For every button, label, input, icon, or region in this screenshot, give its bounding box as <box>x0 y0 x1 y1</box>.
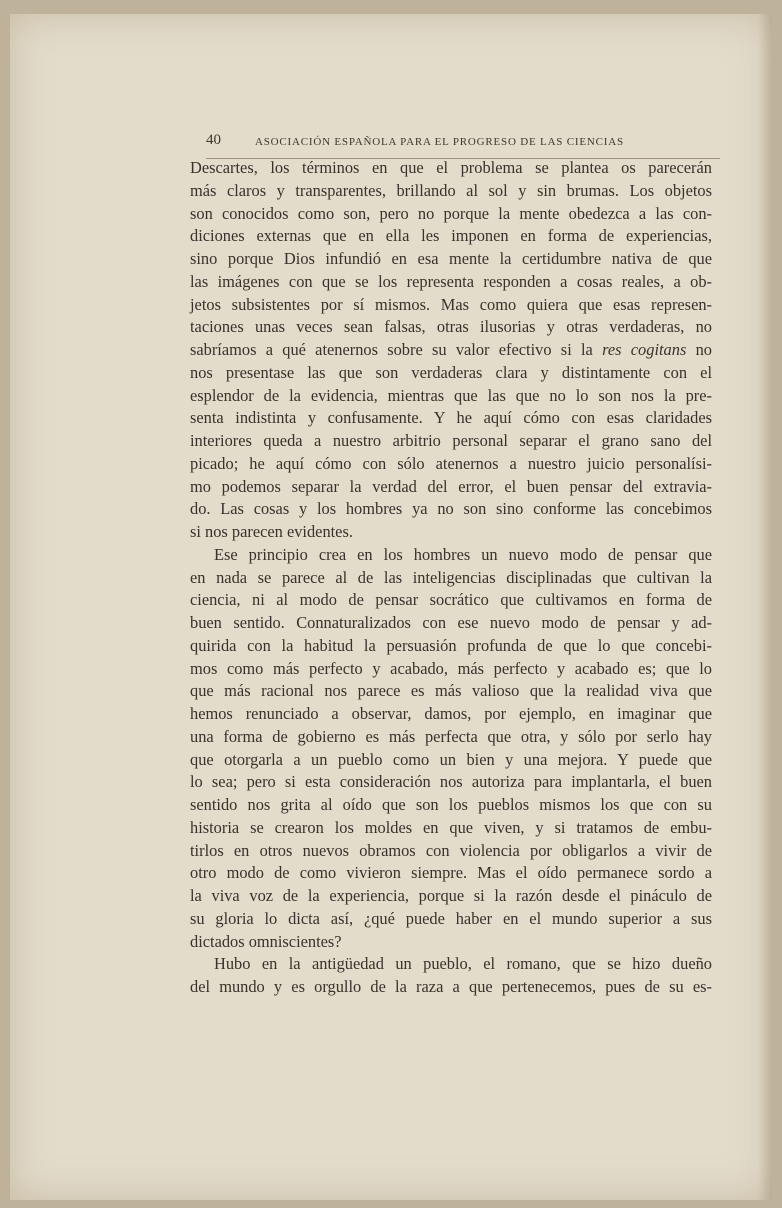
text-line: que más racional nos parece es más valioso que la realidad viva que <box>190 681 712 701</box>
text-line: sentido nos grita al oído que son los pueblos mismos los que con su <box>190 795 712 814</box>
text-line: sino porque Dios infundió en esa mente la certidumbre nativa de que <box>190 249 712 268</box>
text-line: Descartes, los términos en que el problema se plantea os parecerán <box>190 158 712 177</box>
text-line: esplendor de la evidencia, mientras que las que no lo son nos la pre- <box>190 385 712 405</box>
text-line: diciones externas que en ella les imponen en forma de experiencias, <box>190 226 712 246</box>
text-line: otro modo de como vivieron siempre. Mas el oído permanece sordo a <box>190 863 712 883</box>
text-line: en nada se parece al de las inteligencias disciplinadas que cultivan la <box>190 567 712 587</box>
text-line: interiores queda a nuestro arbitrio personal separar el grano sano del <box>190 431 712 450</box>
text-line: del mundo y es orgullo de la raza a que pertenecemos, pues de su es- <box>190 977 712 996</box>
italic-term: res cogitans <box>602 340 687 359</box>
text-line: senta indistinta y confusamente. Y he aquí cómo con esas claridades <box>190 408 712 428</box>
text-line: hemos renunciado a observar, damos, por ejemplo, en imaginar que <box>190 704 712 723</box>
running-head: ASOCIACIÓN ESPAÑOLA PARA EL PROGRESO DE LAS CIENCIAS <box>255 136 624 148</box>
text-line-with-italic <box>190 339 712 362</box>
text-line: Ese principio crea en los hombres un nuevo modo de pensar que <box>214 544 712 564</box>
text-line: son conocidos como son, pero no porque la mente obedezca a las con- <box>190 203 712 223</box>
text-line: tirlos en otros nuevos obramos con violencia por obligarlos a vivir de <box>190 840 712 860</box>
text-line: Hubo en la antigüedad un pueblo, el romano, que se hizo dueño <box>214 954 712 974</box>
paragraph-3 <box>190 953 712 999</box>
text-line: su gloria lo dicta así, ¿qué puede haber en el mundo superior a sus <box>190 908 712 928</box>
text-line: nos presentase las que son verdaderas clara y distintamente con el <box>190 362 712 382</box>
text-line: una forma de gobierno es más perfecta que otra, y sólo por serlo hay <box>190 726 712 746</box>
text-fragment: sabríamos a qué atenernos sobre su valor efectivo si la <box>190 340 603 359</box>
text-line: jetos subsistentes por sí mismos. Mas como quiera que esas represen- <box>190 294 712 314</box>
text-line: más claros y transparentes, brillando al sol y sin brumas. Los objetos <box>190 180 712 200</box>
text-line: do. Las cosas y los hombres ya no son sino conforme las concebimos <box>190 499 712 519</box>
text-line: lo sea; pero si esta consideración nos autoriza para implantarla, el buen <box>190 772 712 792</box>
text-line: las imágenes con que se los representa responden a cosas reales, a ob- <box>190 271 712 291</box>
page-header <box>206 132 720 159</box>
text-line: ciencia, ni al modo de pensar socrático que cultivamos en forma de <box>190 590 712 610</box>
paragraph-1 <box>190 157 712 544</box>
text-line: quirida con la habitud la persuasión profunda de que lo que concebi- <box>190 635 712 655</box>
text-line: que otorgarla a un pueblo como un bien y una mejora. Y puede que <box>190 749 712 769</box>
text-line: mos como más perfecto y acabado, más perfecto y acabado es; que lo <box>190 658 712 678</box>
text-line: picado; he aquí cómo con sólo atenernos a nuestro juicio personalísi- <box>190 453 712 473</box>
text-line: buen sentido. Connaturalizados con ese nuevo modo de pensar y ad- <box>190 613 712 632</box>
text-line: taciones unas veces sean falsas, otras ilusorias y otras verdaderas, no <box>190 317 712 337</box>
body-text <box>190 157 712 999</box>
text-line: dictados omniscientes? <box>190 931 342 951</box>
paragraph-2 <box>190 544 712 954</box>
page-number: 40 <box>206 132 221 148</box>
text-line: si nos parecen evidentes. <box>190 522 353 541</box>
text-line: historia se crearon los moldes en que viven, y si tratamos de embu- <box>190 817 712 837</box>
text-fragment: no <box>686 340 712 359</box>
text-line: la viva voz de la experiencia, porque si la razón desde el pináculo de <box>190 886 712 905</box>
text-line: mo podemos separar la verdad del error, el buen pensar del extravia- <box>190 476 712 496</box>
